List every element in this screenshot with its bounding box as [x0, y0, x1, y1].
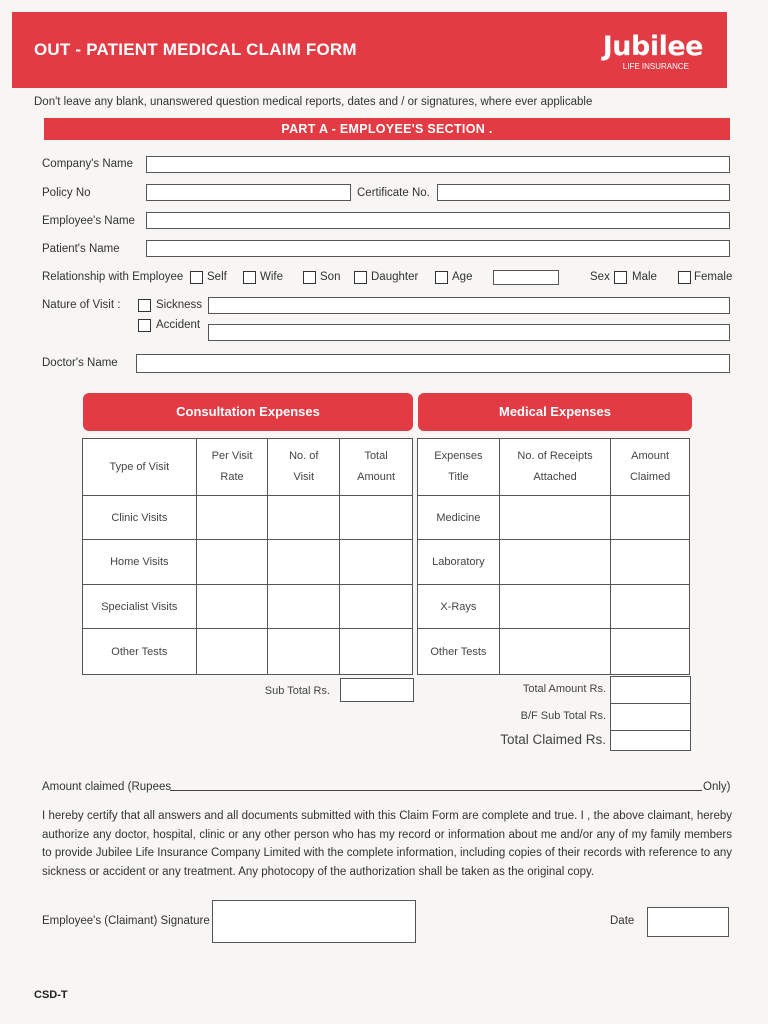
logo [603, 32, 703, 72]
table-row [83, 496, 413, 540]
male-checkbox[interactable] [614, 271, 627, 284]
header-line: Amount [357, 471, 396, 483]
accident-checkbox[interactable] [138, 319, 151, 332]
patient-name-label: Patient's Name [42, 243, 120, 255]
daughter-label: Daughter [371, 271, 419, 283]
header-line: Attached [533, 471, 577, 483]
brand-sub: LIFE INSURANCE [622, 62, 689, 71]
table-row [418, 585, 690, 629]
total-claimed-label: Total Claimed Rs. [500, 732, 606, 747]
row-label: Other Tests [83, 629, 197, 675]
sickness-checkbox[interactable] [138, 299, 151, 312]
male-label: Male [632, 271, 657, 283]
table-cell[interactable] [340, 585, 413, 629]
company-name-field[interactable] [146, 156, 730, 173]
header-banner [12, 12, 727, 88]
certificate-no-label: Certificate No. [357, 187, 430, 199]
header-line: Title [448, 471, 469, 483]
table-cell[interactable] [196, 540, 268, 585]
header-line: Visit [293, 471, 315, 483]
date-field[interactable] [647, 907, 729, 937]
total-amount-label: Total Amount Rs. [522, 683, 606, 695]
wife-label: Wife [260, 271, 283, 283]
header-line: Rate [220, 471, 244, 483]
medical-expenses-header: Medical Expenses [418, 393, 692, 431]
table-row [83, 540, 413, 585]
policy-no-label: Policy No [42, 187, 91, 199]
row-label: Medicine [418, 496, 500, 540]
wife-checkbox[interactable] [243, 271, 256, 284]
header-line: Claimed [629, 471, 671, 483]
row-label: Other Tests [418, 629, 500, 675]
table-cell[interactable] [611, 629, 690, 675]
per-visit-rate-header [196, 439, 268, 496]
sub-total-field[interactable] [340, 678, 414, 702]
table-cell[interactable] [340, 629, 413, 675]
employee-name-label: Employee's Name [42, 215, 135, 227]
table-cell[interactable] [268, 496, 340, 540]
table-cell[interactable] [196, 585, 268, 629]
nature-of-visit-label: Nature of Visit : [42, 299, 121, 311]
table-row [418, 496, 690, 540]
signature-field[interactable] [212, 900, 416, 943]
date-label: Date [610, 915, 635, 927]
son-label: Son [320, 271, 341, 283]
header-line: Expenses [434, 450, 483, 462]
doctor-name-label: Doctor's Name [42, 357, 118, 369]
patient-name-field[interactable] [146, 240, 730, 257]
medical-header-row [418, 439, 690, 496]
self-label: Self [207, 271, 227, 283]
bf-sub-total-label: B/F Sub Total Rs. [520, 710, 606, 722]
type-of-visit-header: Type of Visit [83, 439, 197, 496]
bf-sub-total-field[interactable] [610, 703, 691, 731]
table-cell[interactable] [499, 540, 610, 585]
total-claimed-field[interactable] [610, 730, 691, 751]
table-row [418, 629, 690, 675]
table-cell[interactable] [499, 585, 610, 629]
medical-table [417, 438, 690, 675]
table-cell[interactable] [499, 496, 610, 540]
total-amount-header [340, 439, 413, 496]
employee-name-field[interactable] [146, 212, 730, 229]
age-label: Age [452, 271, 473, 283]
relationship-label: Relationship with Employee [42, 271, 184, 283]
amount-claimed-line[interactable] [170, 790, 702, 791]
form-code: CSD-T [34, 989, 68, 1001]
female-label: Female [694, 271, 733, 283]
sickness-field[interactable] [208, 297, 730, 314]
table-cell[interactable] [611, 585, 690, 629]
accident-field[interactable] [208, 324, 730, 341]
table-row [83, 585, 413, 629]
doctor-name-field[interactable] [136, 354, 730, 373]
table-row [418, 540, 690, 585]
sickness-label: Sickness [156, 299, 203, 311]
header-line: Total [364, 450, 388, 462]
female-checkbox[interactable] [678, 271, 691, 284]
row-label: X-Rays [418, 585, 500, 629]
row-label: Laboratory [418, 540, 500, 585]
accident-label: Accident [156, 319, 201, 331]
sub-total-label: Sub Total Rs. [264, 685, 330, 697]
certificate-no-field[interactable] [437, 184, 730, 201]
amount-claimed-suffix: Only) [703, 781, 731, 793]
header-line: Per Visit [211, 450, 253, 462]
signature-label: Employee's (Claimant) Signature [42, 915, 210, 927]
son-checkbox[interactable] [303, 271, 316, 284]
amount-claimed-label: Amount claimed (Rupees [42, 781, 172, 793]
table-cell[interactable] [268, 585, 340, 629]
table-cell[interactable] [268, 540, 340, 585]
consultation-table [82, 438, 413, 675]
part-a-header: PART A - EMPLOYEE'S SECTION . [44, 118, 730, 140]
table-cell[interactable] [340, 496, 413, 540]
age-field[interactable] [493, 270, 559, 285]
self-checkbox[interactable] [190, 271, 203, 284]
consultation-expenses-header: Consultation Expenses [83, 393, 413, 431]
form-title: OUT - PATIENT MEDICAL CLAIM FORM [34, 40, 357, 59]
table-cell[interactable] [611, 540, 690, 585]
consultation-header-row [83, 439, 413, 496]
row-label: Clinic Visits [83, 496, 197, 540]
brand-name: Jubilee [602, 31, 703, 62]
policy-no-field[interactable] [146, 184, 351, 201]
sex-label: Sex [590, 271, 610, 283]
row-label: Home Visits [83, 540, 197, 585]
amount-claimed-header [611, 439, 690, 496]
age-checkbox[interactable] [435, 271, 448, 284]
header-line: No. of [289, 450, 319, 462]
table-cell[interactable] [268, 629, 340, 675]
no-of-visit-header [268, 439, 340, 496]
header-line: No. of Receipts [517, 450, 593, 462]
table-cell[interactable] [196, 496, 268, 540]
daughter-checkbox[interactable] [354, 271, 367, 284]
table-cell[interactable] [611, 496, 690, 540]
header-line: Amount [631, 450, 670, 462]
receipts-attached-header [499, 439, 610, 496]
company-name-label: Company's Name [42, 158, 134, 170]
table-cell[interactable] [340, 540, 413, 585]
table-row [83, 629, 413, 675]
table-cell[interactable] [499, 629, 610, 675]
row-label: Specialist Visits [83, 585, 197, 629]
instruction-text: Don't leave any blank, unanswered question medical reports, dates and / or signatures, where ever applicable [34, 96, 593, 108]
total-amount-field[interactable] [610, 676, 691, 704]
expenses-title-header [418, 439, 500, 496]
certification-text: I hereby certify that all answers and all documents submitted with this Claim Form are complete and true. I , the above claimant, hereby authorize any doctor, hospital, clinic or any other person who has my record or information about me and/or any of my family members to provide Jubilee Life Insurance Company Limited with the complete information, including copies of their records with reference to any sickness or accident or any treatment. Any photocopy of the authorization shall be taken as the original copy. [42, 810, 732, 878]
table-cell[interactable] [196, 629, 268, 675]
